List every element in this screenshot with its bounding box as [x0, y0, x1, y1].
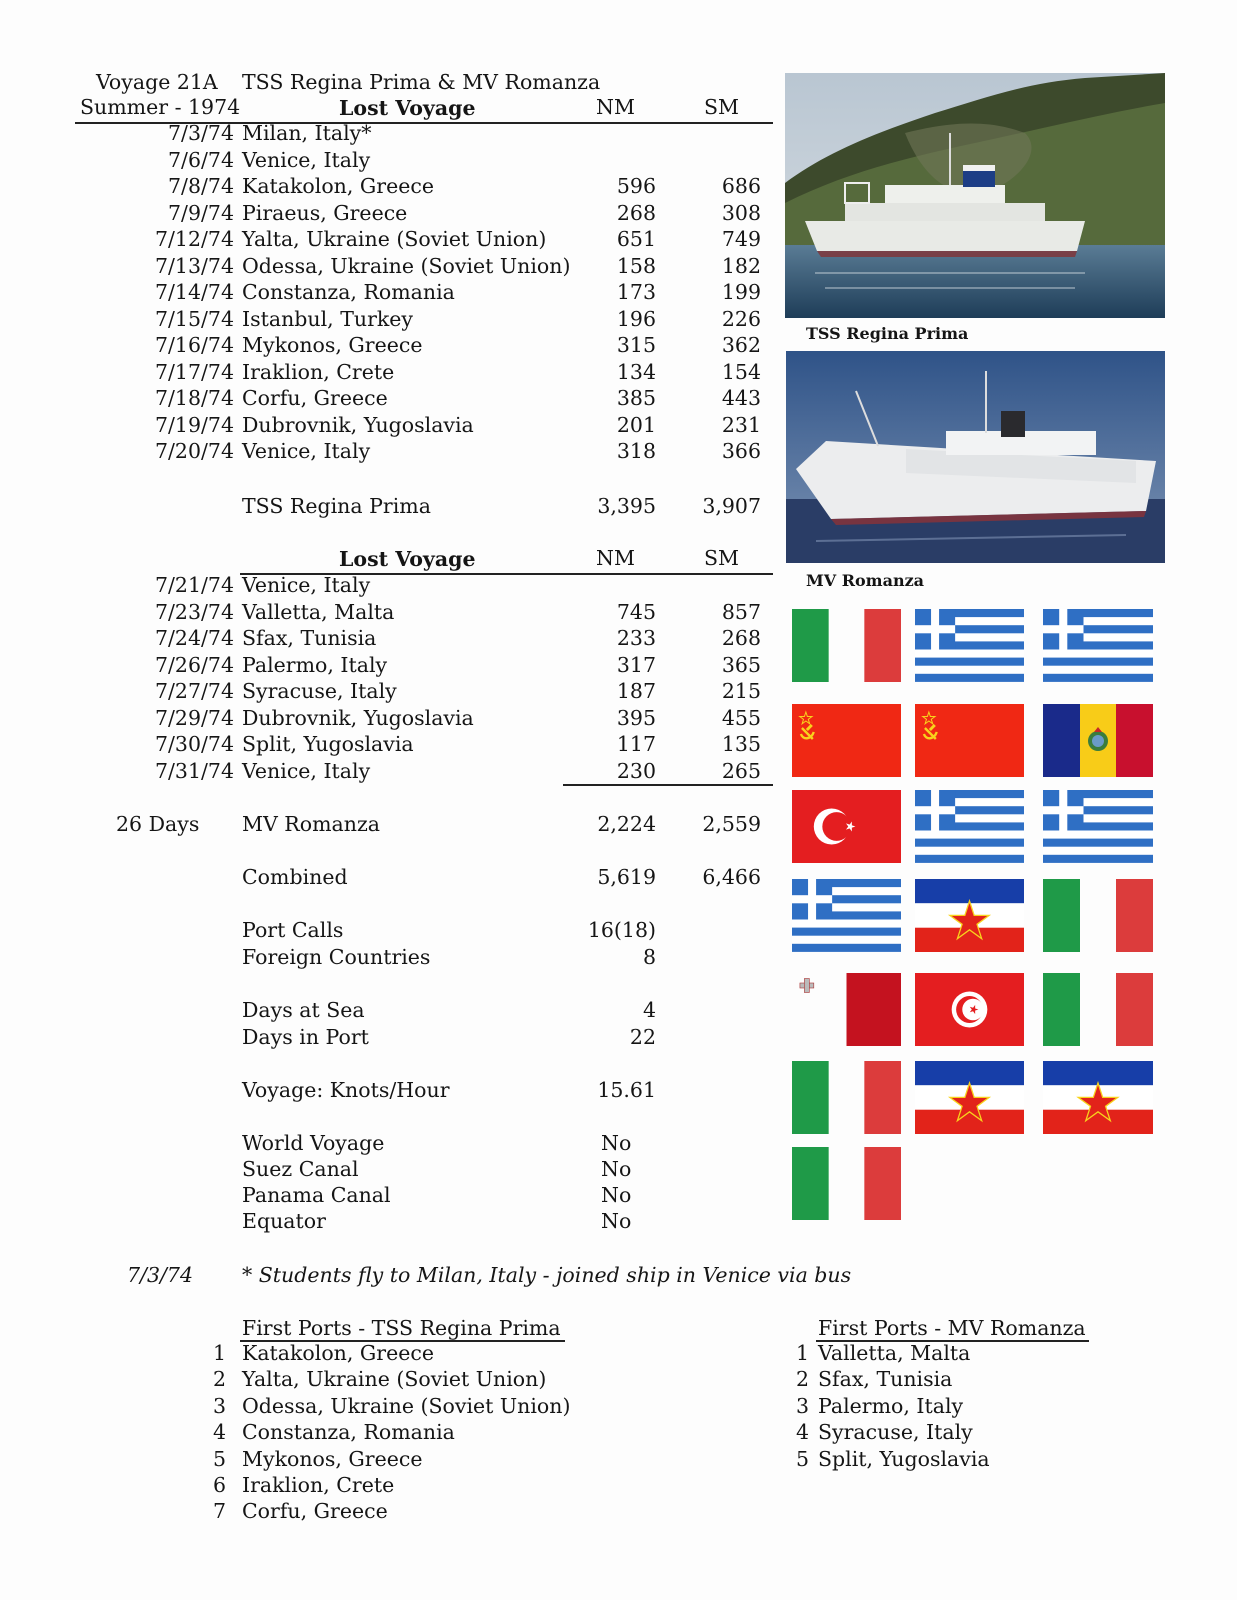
row-nm: 201	[616, 412, 656, 437]
row-sm: 182	[721, 253, 761, 278]
soviet-union-flag	[792, 704, 901, 777]
row-date: 7/9/74	[168, 200, 234, 225]
row-port: Istanbul, Turkey	[242, 306, 414, 331]
yugoslavia-flag	[915, 1061, 1024, 1134]
section2-heading: Lost Voyage	[339, 547, 476, 571]
row-nm: 317	[616, 652, 656, 677]
equator-value: No	[601, 1209, 632, 1233]
list-item: Palermo, Italy	[818, 1393, 964, 1418]
row-port: Constanza, Romania	[242, 280, 455, 304]
section2-total-nm: 2,224	[597, 812, 656, 836]
list-item: Valletta, Malta	[818, 1341, 971, 1365]
list-number: 1	[795, 1341, 809, 1365]
row-nm: 233	[616, 626, 656, 650]
italy-flag	[792, 1147, 901, 1220]
row-nm: 187	[616, 679, 656, 703]
italy-flag	[1043, 879, 1153, 952]
row-nm: 385	[616, 386, 656, 410]
yugoslavia-flag	[1043, 1061, 1153, 1134]
section1-total-sm: 3,907	[702, 494, 761, 518]
equator-label: Equator	[242, 1209, 326, 1233]
days-count: 26 Days	[116, 812, 200, 836]
row-sm: 686	[721, 174, 761, 198]
section2-total-sm: 2,559	[702, 812, 761, 836]
ship-names: TSS Regina Prima & MV Romanza	[242, 70, 601, 94]
list-item: Yalta, Ukraine (Soviet Union)	[242, 1367, 547, 1392]
first-ports-romanza-title: First Ports - MV Romanza	[818, 1316, 1086, 1340]
panama-canal-label: Panama Canal	[242, 1183, 391, 1207]
section1-sm-header: SM	[704, 95, 740, 119]
row-nm: 158	[616, 253, 656, 278]
section2-sm-header: SM	[704, 546, 740, 570]
suez-canal-label: Suez Canal	[242, 1157, 359, 1181]
row-port: Venice, Italy	[242, 439, 371, 463]
section1-nm-header: NM	[596, 95, 635, 119]
row-date: 7/23/74	[154, 599, 234, 624]
section1-total-label: TSS Regina Prima	[242, 494, 431, 518]
section2-total-label: MV Romanza	[242, 812, 380, 836]
row-nm: 318	[616, 439, 656, 463]
list-number: 7	[212, 1499, 226, 1524]
list-item: Katakolon, Greece	[242, 1341, 434, 1365]
row-port: Mykonos, Greece	[242, 333, 423, 357]
section2-nm-header: NM	[596, 546, 635, 570]
list-number: 5	[212, 1446, 226, 1471]
combined-label: Combined	[242, 865, 348, 889]
list-number: 4	[212, 1420, 226, 1445]
row-nm: 173	[616, 280, 656, 304]
knots-value: 15.61	[597, 1078, 656, 1102]
days-in-port-label: Days in Port	[242, 1025, 369, 1049]
row-date: 7/16/74	[154, 333, 234, 357]
row-port: Split, Yugoslavia	[242, 732, 414, 756]
port-calls-value: 16(18)	[587, 918, 656, 942]
row-port: Valletta, Malta	[242, 599, 395, 624]
days-in-port-value: 22	[629, 1025, 656, 1049]
row-port: Venice, Italy	[242, 758, 371, 783]
row-date: 7/31/74	[154, 758, 234, 783]
row-port: Yalta, Ukraine (Soviet Union)	[242, 227, 547, 251]
list-item: Corfu, Greece	[242, 1499, 388, 1524]
row-port: Syracuse, Italy	[242, 679, 397, 703]
row-nm: 230	[616, 758, 656, 783]
row-nm: 117	[616, 732, 656, 756]
row-date: 7/26/74	[154, 652, 234, 677]
panama-canal-value: No	[601, 1183, 632, 1207]
foreign-countries-label: Foreign Countries	[242, 945, 431, 969]
section1-heading: Lost Voyage	[339, 96, 476, 120]
list-item: Iraklion, Crete	[242, 1473, 395, 1497]
total-rule	[563, 784, 773, 786]
row-sm: 215	[721, 679, 761, 703]
greece-flag	[1043, 609, 1153, 682]
suez-canal-value: No	[601, 1157, 632, 1181]
voyage-number: Voyage 21A	[96, 70, 218, 94]
row-nm: 745	[616, 599, 656, 624]
row-port: Palermo, Italy	[242, 652, 388, 677]
italy-flag	[1043, 973, 1153, 1046]
romanza-photo	[786, 351, 1165, 563]
list-number: 5	[795, 1446, 809, 1471]
voyage-season: Summer - 1974	[80, 95, 241, 119]
row-port: Dubrovnik, Yugoslavia	[242, 412, 474, 437]
row-date: 7/15/74	[154, 306, 234, 331]
row-date: 7/21/74	[154, 573, 234, 597]
turkey-flag	[792, 790, 901, 863]
row-sm: 226	[721, 306, 761, 331]
footnote-date: 7/3/74	[127, 1263, 193, 1287]
row-sm: 365	[721, 652, 761, 677]
knots-label: Voyage: Knots/Hour	[242, 1078, 450, 1102]
row-sm: 265	[721, 758, 761, 783]
days-at-sea-value: 4	[642, 998, 656, 1022]
yugoslavia-flag	[915, 879, 1024, 952]
row-port: Sfax, Tunisia	[242, 626, 377, 650]
greece-flag	[915, 609, 1024, 682]
row-port: Odessa, Ukraine (Soviet Union)	[242, 253, 571, 278]
italy-flag	[792, 1061, 901, 1134]
row-date: 7/13/74	[154, 253, 234, 278]
list-item: Constanza, Romania	[242, 1420, 455, 1445]
row-port: Corfu, Greece	[242, 386, 388, 410]
row-sm: 749	[721, 227, 761, 251]
list-number: 6	[212, 1473, 226, 1497]
row-port: Dubrovnik, Yugoslavia	[242, 705, 474, 730]
row-sm: 308	[721, 200, 761, 225]
list-item: Sfax, Tunisia	[818, 1367, 953, 1392]
list-item: Split, Yugoslavia	[818, 1446, 990, 1471]
row-nm: 651	[616, 227, 656, 251]
list-number: 3	[795, 1393, 809, 1418]
row-date: 7/27/74	[154, 679, 234, 703]
row-sm: 231	[721, 412, 761, 437]
row-nm: 268	[616, 200, 656, 225]
row-sm: 443	[721, 386, 761, 410]
italy-flag	[792, 609, 901, 682]
row-sm: 199	[721, 280, 761, 304]
row-nm: 196	[616, 306, 656, 331]
row-date: 7/19/74	[154, 412, 234, 437]
world-voyage-label: World Voyage	[242, 1131, 385, 1155]
list-item: Mykonos, Greece	[242, 1446, 423, 1471]
row-date: 7/20/74	[154, 439, 234, 463]
regina-prima-caption: TSS Regina Prima	[806, 324, 969, 343]
world-voyage-value: No	[601, 1131, 632, 1155]
row-port: Iraklion, Crete	[242, 359, 395, 384]
romania-flag	[1043, 704, 1153, 777]
row-date: 7/18/74	[154, 386, 234, 410]
row-port: Milan, Italy*	[242, 121, 372, 145]
row-sm: 366	[721, 439, 761, 463]
row-date: 7/6/74	[168, 147, 234, 172]
days-at-sea-label: Days at Sea	[242, 998, 365, 1022]
row-sm: 455	[721, 705, 761, 730]
first-ports-prima-title: First Ports - TSS Regina Prima	[242, 1316, 561, 1340]
row-port: Katakolon, Greece	[242, 174, 434, 198]
greece-flag	[792, 879, 901, 952]
soviet-union-flag	[915, 704, 1024, 777]
list-number: 2	[795, 1367, 809, 1392]
tunisia-flag	[915, 973, 1024, 1046]
list-number: 3	[212, 1393, 226, 1418]
row-sm: 857	[721, 599, 761, 624]
combined-nm: 5,619	[597, 865, 656, 889]
row-nm: 596	[616, 174, 656, 198]
list-number: 1	[212, 1341, 226, 1365]
row-date: 7/17/74	[154, 359, 234, 384]
row-date: 7/3/74	[168, 121, 234, 145]
port-calls-label: Port Calls	[242, 918, 344, 942]
section1-total-nm: 3,395	[597, 494, 656, 518]
row-date: 7/8/74	[168, 174, 234, 198]
row-sm: 154	[721, 359, 761, 384]
row-date: 7/29/74	[154, 705, 234, 730]
row-nm: 315	[616, 333, 656, 357]
row-port: Piraeus, Greece	[242, 200, 408, 225]
list-item: Syracuse, Italy	[818, 1420, 973, 1445]
row-sm: 268	[721, 626, 761, 650]
row-port: Venice, Italy	[242, 147, 371, 172]
regina-prima-photo	[785, 73, 1165, 318]
combined-sm: 6,466	[702, 865, 761, 889]
row-nm: 395	[616, 705, 656, 730]
list-item: Odessa, Ukraine (Soviet Union)	[242, 1393, 571, 1418]
row-sm: 135	[721, 732, 761, 756]
row-date: 7/12/74	[154, 227, 234, 251]
row-date: 7/14/74	[154, 280, 234, 304]
greece-flag	[915, 790, 1024, 863]
row-nm: 134	[616, 359, 656, 384]
greece-flag	[1043, 790, 1153, 863]
row-date: 7/30/74	[154, 732, 234, 756]
footnote-text: * Students fly to Milan, Italy - joined ship in Venice via bus	[242, 1263, 852, 1287]
foreign-countries-value: 8	[642, 945, 656, 969]
list-number: 4	[795, 1420, 809, 1445]
malta-flag	[792, 973, 901, 1046]
romanza-caption: MV Romanza	[806, 571, 925, 590]
row-port: Venice, Italy	[242, 573, 371, 597]
row-date: 7/24/74	[154, 626, 234, 650]
row-sm: 362	[721, 333, 761, 357]
list-number: 2	[212, 1367, 226, 1392]
